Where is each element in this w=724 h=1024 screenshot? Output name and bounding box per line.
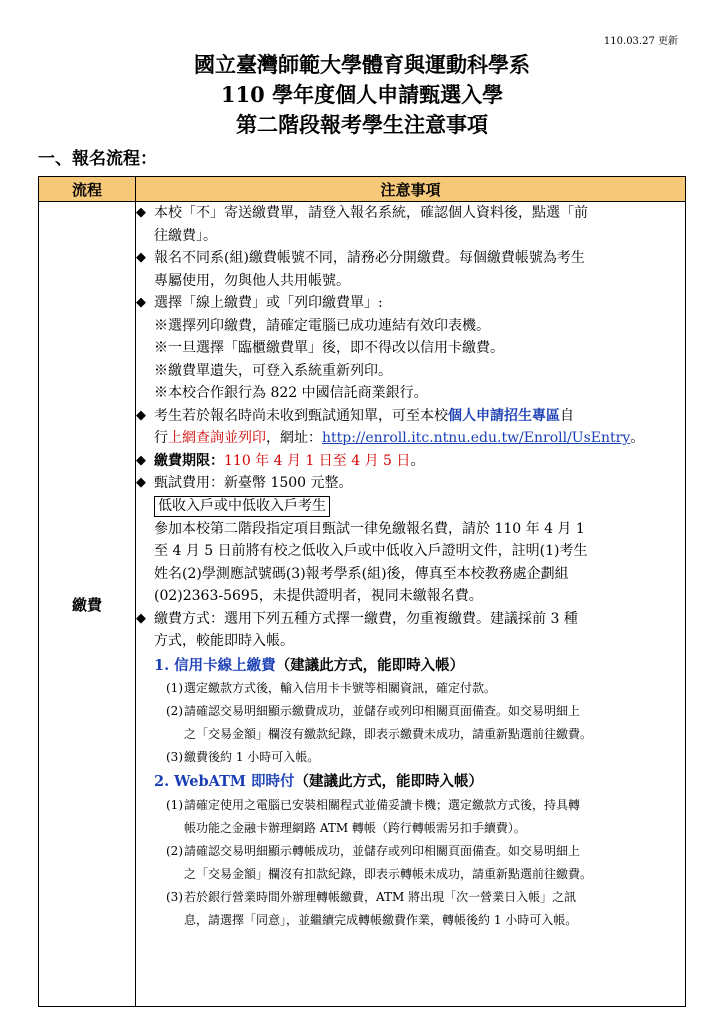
method2-step1: (1) 請確定使用之電腦已安裝相關程式並備妥讀卡機；選定繳款方式後，持具轉 帳功能之金融卡辦理網路 ATM 轉帳（跨行轉帳需另扣手續費）。 [166, 797, 581, 835]
bullet-payment-choice: ◆ 選擇「線上繳費」或「列印繳費單」: [136, 292, 685, 315]
table-header-row [39, 177, 686, 202]
header-flow: 流程 [39, 177, 136, 202]
method1-step2: (2) 請確認交易明細顯示繳費成功，並儲存或列印相關頁面備查。如交易明細上 之「交易金額」欄沒有繳款紀錄，即表示繳費未成功，請重新點選前往繳費。 [166, 704, 593, 741]
bullet-payment-deadline: ◆ 繳費期限：110 年 4 月 1 日至 4 月 5 日。 [136, 450, 685, 473]
method1-step1: (1) 選定繳款方式後，輸入信用卡卡號等相關資訊，確定付款。 [166, 681, 497, 695]
flow-label-payment: 繳費 [39, 202, 136, 1007]
notes-cell [136, 202, 686, 1007]
update-note: 110.03.27 更新 [603, 36, 678, 47]
title-notice: 第二階段報考學生注意事項 [236, 112, 488, 137]
registration-flow-table [38, 176, 686, 1007]
note-reprint: ※繳費單遺失，可登入系統重新列印。 [154, 362, 392, 379]
method2-step3: (3) 若於銀行營業時間外辦理轉帳繳費，ATM 將出現「次一營業日入帳」之訊 息，請選擇「同意」，並繼續完成轉帳繳費作業，轉帳後約 1 小時可入帳。 [166, 889, 578, 927]
low-income-section: 低收入戶或中低收入戶考生 參加本校第二階段指定項目甄試一律免繳報名費，請於 110 年 4 月 1 至 4 月 5 日前將有校之低收入戶或中低收入戶證明文件，註明(1)考生 姓名(2)學測應試號碼(3)報考學系(組)後，傳真至本校教務處企劃組 (02)2363-5695，未提供證明者，視同未繳報名費。 [154, 497, 588, 604]
admission-zone-link[interactable]: 個人申請招生專區 [448, 407, 560, 424]
bullet-no-mail-bill: ◆ 本校「不」寄送繳費單，請登入報名系統，確認個人資料後，點選「前 往繳費」。 [136, 202, 685, 247]
title-admission-year: 110 學年度個人申請甄選入學 [220, 82, 504, 107]
bullet-exam-fee: ◆ 甄試費用：新臺幣 1500 元整。 [136, 472, 685, 495]
method2-step2: (2) 請確認交易明細顯示轉帳成功，並儲存或列印相關頁面備查。如交易明細上 之「交易金額」欄沒有扣款紀錄，即表示轉帳未成功，請重新點選前往繳費。 [166, 843, 593, 881]
title-university-department: 國立臺灣師範大學體育與運動科學系 [194, 52, 530, 77]
bullet-payment-methods: ◆ 繳費方式：選用下列五種方式擇一繳費，勿重複繳費。建議採前 3 種 方式，較能即時入帳。 [136, 608, 685, 653]
header-notes: 注意事項 [136, 177, 686, 202]
method-credit-card: 1. 信用卡線上繳費（建議此方式，能即時入帳） [154, 656, 465, 674]
table-row [39, 202, 686, 1007]
note-printer: ※選擇列印繳費，請確定電腦已成功連結有效印表機。 [154, 317, 490, 334]
note-counter-bill: ※一旦選擇「臨櫃繳費單」後，即不得改以信用卡繳費。 [154, 340, 504, 356]
bullet-exam-notice: ◆ 考生若於報名時尚未收到甄試通知單，可至本校個人申請招生專區自 行上網查詢並列印，網址：http://enroll.itc.ntnu.edu.tw/Enroll/UsEntry。 [136, 405, 685, 450]
method1-step3: (3) 繳費後約 1 小時可入帳。 [166, 750, 320, 764]
method-webatm: 2. WebATM 即時付（建議此方式，能即時入帳） [154, 773, 483, 790]
note-partner-bank: ※本校合作銀行為 822 中國信託商業銀行。 [154, 385, 428, 401]
enroll-url-link[interactable]: http://enroll.itc.ntnu.edu.tw/Enroll/UsEntry [322, 430, 631, 446]
section-heading: 一、報名流程： [38, 149, 157, 169]
bullet-separate-accounts: ◆ 報名不同系(組)繳費帳號不同，請務必分開繳費。每個繳費帳號為考生 專屬使用，勿與他人共用帳號。 [136, 247, 685, 292]
low-income-box: 低收入戶或中低收入戶考生 [154, 496, 330, 517]
